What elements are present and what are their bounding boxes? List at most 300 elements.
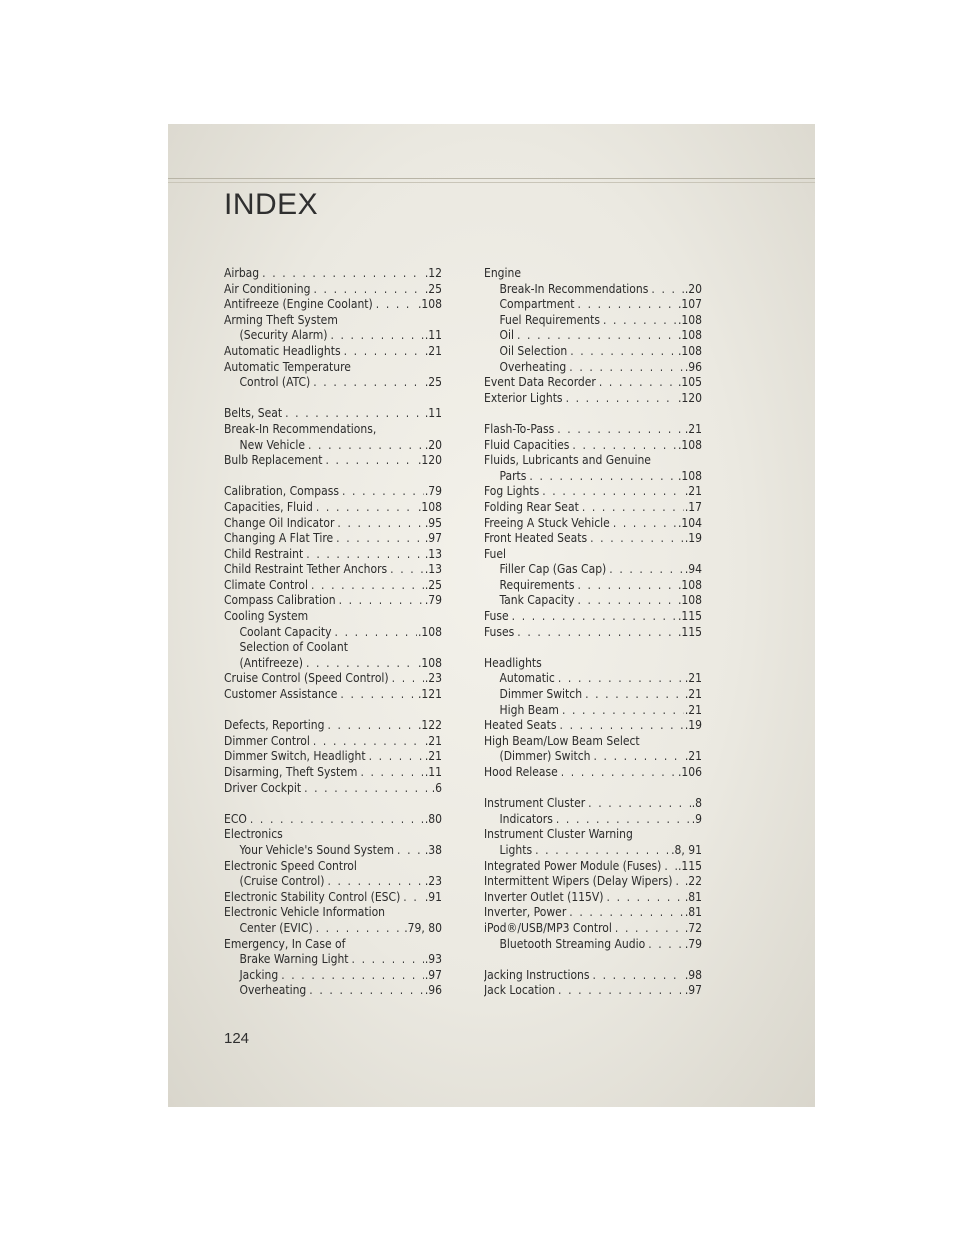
index-entry-term: Control (ATC) bbox=[239, 375, 311, 390]
header-rule-secondary bbox=[168, 182, 815, 183]
index-entry-page: .21 bbox=[684, 749, 702, 764]
dot-leader bbox=[392, 671, 424, 687]
index-entry-term: Change Oil Indicator bbox=[224, 515, 335, 530]
index-entry-term: (Antifreeze) bbox=[239, 655, 303, 670]
dot-leader bbox=[325, 453, 417, 469]
index-spacer bbox=[224, 796, 442, 812]
index-entry bbox=[484, 921, 702, 937]
index-entry-page: .104 bbox=[677, 515, 702, 530]
index-entry-page: .13 bbox=[424, 562, 442, 577]
dot-leader bbox=[376, 297, 417, 313]
index-entry bbox=[484, 625, 702, 641]
dot-leader bbox=[281, 968, 424, 984]
dot-leader bbox=[556, 812, 691, 828]
dot-leader bbox=[566, 391, 677, 407]
index-entry-page: .106 bbox=[677, 765, 702, 779]
index-entry-page: .115 bbox=[677, 858, 702, 873]
index-entry bbox=[484, 531, 702, 547]
index-entry-page: .20 bbox=[424, 437, 442, 452]
index-entry-term: Jacking bbox=[239, 967, 279, 982]
index-entry-page: .80 bbox=[424, 811, 442, 826]
index-entry bbox=[224, 781, 442, 797]
index-entry-term: Electronic Stability Control (ESC) bbox=[224, 889, 401, 904]
index-entry-term: Belts, Seat bbox=[224, 406, 283, 421]
index-entry-term: Lights bbox=[499, 842, 533, 857]
index-subentry bbox=[224, 438, 442, 454]
index-entry bbox=[224, 687, 442, 703]
index-entry-term: High Beam bbox=[499, 702, 559, 717]
dot-leader bbox=[577, 593, 677, 609]
dot-leader bbox=[339, 593, 424, 609]
dot-leader bbox=[309, 983, 424, 999]
index-entry-term: Air Conditioning bbox=[224, 281, 311, 296]
dot-leader bbox=[529, 469, 677, 485]
index-entry-term: Engine bbox=[484, 266, 522, 280]
index-entry-term: Parts bbox=[499, 468, 527, 483]
dot-leader bbox=[569, 360, 684, 376]
index-entry-page: .93 bbox=[424, 952, 442, 967]
index-entry-page: .96 bbox=[684, 359, 702, 374]
dot-leader bbox=[578, 297, 677, 313]
index-entry-term: Automatic Headlights bbox=[224, 343, 341, 358]
index-entry bbox=[224, 812, 442, 828]
index-entry-page: .8 bbox=[691, 796, 702, 811]
index-entry-term: Compass Calibration bbox=[224, 593, 336, 608]
index-entry bbox=[224, 905, 442, 921]
index-subentry bbox=[484, 313, 702, 329]
index-entry-page: .115 bbox=[677, 609, 702, 624]
index-entry-term: Your Vehicle's Sound System bbox=[239, 842, 395, 857]
index-entry-term: ECO bbox=[224, 811, 247, 826]
dot-leader bbox=[327, 874, 423, 890]
index-subentry bbox=[484, 687, 702, 703]
index-entry-page: .108 bbox=[417, 624, 442, 639]
dot-leader bbox=[593, 749, 683, 765]
index-subentry bbox=[484, 749, 702, 765]
index-entry-term: Compartment bbox=[499, 297, 575, 312]
dot-leader bbox=[352, 952, 424, 968]
index-entry-term: Filler Cap (Gas Cap) bbox=[499, 562, 607, 577]
dot-leader bbox=[599, 375, 677, 391]
index-spacer bbox=[484, 406, 702, 422]
dot-leader bbox=[313, 734, 424, 750]
index-entry-page: .11 bbox=[424, 765, 442, 779]
index-entry-page: .108 bbox=[677, 577, 702, 592]
index-entry-term: Emergency, In Case of bbox=[224, 936, 346, 951]
index-entry-term: Fog Lights bbox=[484, 484, 540, 499]
index-entry-page: .6 bbox=[431, 780, 442, 795]
dot-leader bbox=[562, 703, 684, 719]
index-entry bbox=[484, 516, 702, 532]
index-subentry bbox=[224, 968, 442, 984]
dot-leader bbox=[306, 656, 417, 672]
dot-leader bbox=[316, 921, 404, 937]
dot-leader bbox=[593, 968, 684, 984]
index-entry-term: Fuel Requirements bbox=[499, 312, 600, 327]
index-entry-term: Customer Assistance bbox=[224, 687, 338, 702]
index-entry-term: Coolant Capacity bbox=[239, 624, 332, 639]
index-entry-term: Defects, Reporting bbox=[224, 718, 325, 733]
dot-leader bbox=[675, 874, 683, 890]
index-entry-term: Electronic Vehicle Information bbox=[224, 905, 386, 920]
dot-leader bbox=[512, 609, 677, 625]
index-entry-page: .21 bbox=[684, 484, 702, 499]
index-entry-page: .20 bbox=[684, 281, 702, 296]
index-entry-term: Folding Rear Seat bbox=[484, 499, 579, 514]
index-entry-term: Brake Warning Light bbox=[239, 952, 349, 967]
index-entry bbox=[224, 297, 442, 313]
dot-leader bbox=[397, 843, 424, 859]
index-entry-term: Antifreeze (Engine Coolant) bbox=[224, 297, 373, 312]
index-entry bbox=[224, 453, 442, 469]
dot-leader bbox=[262, 266, 424, 282]
index-entry-term: Automatic bbox=[499, 671, 555, 686]
index-subentry bbox=[484, 812, 702, 828]
index-entry-page: .108 bbox=[677, 312, 702, 327]
index-subentry bbox=[484, 328, 702, 344]
index-entry bbox=[224, 313, 442, 329]
index-entry-term: Inverter, Power bbox=[484, 905, 567, 920]
dot-leader bbox=[304, 781, 431, 797]
dot-leader bbox=[558, 671, 684, 687]
index-entry-page: .108 bbox=[677, 328, 702, 343]
index-entry-term: Electronic Speed Control bbox=[224, 858, 357, 873]
index-entry-term: Heated Seats bbox=[484, 718, 557, 733]
index-entry-page: .94 bbox=[684, 562, 702, 577]
index-entry-page: .91 bbox=[424, 889, 442, 904]
index-entry-term: Selection of Coolant bbox=[239, 640, 348, 655]
index-entry bbox=[224, 344, 442, 360]
index-entry bbox=[484, 391, 702, 407]
index-entry bbox=[484, 796, 702, 812]
index-entry bbox=[484, 453, 702, 469]
dot-leader bbox=[542, 484, 684, 500]
index-entry-term: Integrated Power Module (Fuses) bbox=[484, 858, 662, 873]
index-entry-term: Capacities, Fluid bbox=[224, 499, 313, 514]
index-entry-term: Fuel bbox=[484, 546, 507, 561]
index-entry-page: .81 bbox=[684, 905, 702, 920]
index-subentry bbox=[224, 921, 442, 937]
index-column-right bbox=[484, 266, 702, 999]
index-entry-term: (Dimmer) Switch bbox=[499, 749, 591, 764]
index-entry-page: .21 bbox=[684, 421, 702, 436]
index-entry bbox=[224, 937, 442, 953]
dot-leader bbox=[609, 562, 684, 578]
index-entry-page: .108 bbox=[417, 297, 442, 312]
index-entry-term: Break-In Recommendations bbox=[499, 281, 649, 296]
index-entry-page: .108 bbox=[677, 437, 702, 452]
index-entry-page: .108 bbox=[677, 468, 702, 483]
index-entry-term: Fuse bbox=[484, 609, 509, 624]
index-entry-term: Jack Location bbox=[484, 983, 556, 998]
index-entry-term: Instrument Cluster bbox=[484, 796, 586, 811]
index-entry bbox=[224, 593, 442, 609]
index-column-left bbox=[224, 266, 442, 999]
index-entry bbox=[484, 438, 702, 454]
dot-leader bbox=[313, 375, 424, 391]
dot-leader bbox=[560, 718, 684, 734]
index-entry bbox=[224, 827, 442, 843]
index-subentry bbox=[224, 625, 442, 641]
index-entry-term: Fluids, Lubricants and Genuine bbox=[484, 453, 651, 468]
dot-leader bbox=[588, 796, 691, 812]
dot-leader bbox=[390, 562, 424, 578]
index-entry-page: .79 bbox=[424, 484, 442, 499]
index-subentry bbox=[224, 656, 442, 672]
index-entry-term: Overheating bbox=[499, 359, 567, 374]
index-entry-term: Tank Capacity bbox=[499, 593, 575, 608]
index-entry-term: Cooling System bbox=[224, 609, 309, 624]
page-number: 124 bbox=[224, 1030, 250, 1047]
index-entry-term: Disarming, Theft System bbox=[224, 765, 358, 779]
index-entry bbox=[224, 718, 442, 734]
index-entry-term: Child Restraint bbox=[224, 546, 304, 561]
index-entry bbox=[224, 422, 442, 438]
index-entry-term: Event Data Recorder bbox=[484, 375, 596, 390]
index-spacer bbox=[224, 469, 442, 485]
index-entry-page: .12 bbox=[424, 266, 442, 280]
index-entry-page: .13 bbox=[424, 546, 442, 561]
index-entry bbox=[224, 578, 442, 594]
index-entry-term: Overheating bbox=[239, 983, 307, 998]
index-subentry bbox=[484, 578, 702, 594]
dot-leader bbox=[342, 484, 424, 500]
index-entry-page: .8, 91 bbox=[671, 842, 702, 857]
index-entry-term: Instrument Cluster Warning bbox=[484, 827, 633, 842]
index-subentry bbox=[484, 843, 702, 859]
index-subentry bbox=[224, 874, 442, 890]
index-entry-term: Center (EVIC) bbox=[239, 920, 313, 935]
index-entry-term: Requirements bbox=[499, 577, 575, 592]
index-entry-page: .21 bbox=[684, 671, 702, 686]
dot-leader bbox=[285, 406, 424, 422]
index-entry-page: .21 bbox=[684, 687, 702, 702]
index-entry bbox=[484, 656, 702, 672]
dot-leader bbox=[337, 516, 423, 532]
index-subentry bbox=[224, 375, 442, 391]
index-entry-page: .97 bbox=[424, 967, 442, 982]
dot-leader bbox=[316, 500, 417, 516]
index-entry-term: Hood Release bbox=[484, 765, 558, 779]
dot-leader bbox=[335, 625, 417, 641]
index-entry-term: Arming Theft System bbox=[224, 312, 338, 327]
index-entry-term: iPod®/USB/MP3 Control bbox=[484, 920, 612, 935]
index-entry-page: .72 bbox=[684, 920, 702, 935]
index-entry-page: .19 bbox=[684, 531, 702, 546]
index-entry-page: .120 bbox=[417, 453, 442, 468]
index-entry-page: .23 bbox=[424, 874, 442, 889]
header-rule bbox=[168, 178, 815, 179]
index-entry-term: Calibration, Compass bbox=[224, 484, 339, 499]
dot-leader bbox=[572, 438, 677, 454]
index-subentry bbox=[484, 469, 702, 485]
index-subentry bbox=[484, 562, 702, 578]
dot-leader bbox=[569, 905, 684, 921]
index-entry-term: Indicators bbox=[499, 811, 553, 826]
index-entry bbox=[484, 718, 702, 734]
index-entry-page: .11 bbox=[424, 406, 442, 421]
index-subentry bbox=[484, 360, 702, 376]
index-entry-term: Airbag bbox=[224, 266, 260, 280]
index-entry-page: .79 bbox=[684, 936, 702, 951]
index-entry bbox=[224, 406, 442, 422]
dot-leader bbox=[613, 516, 677, 532]
index-entry bbox=[224, 484, 442, 500]
dot-leader bbox=[561, 765, 677, 781]
index-spacer bbox=[484, 640, 702, 656]
index-entry-term: Headlights bbox=[484, 655, 542, 670]
index-entry bbox=[224, 749, 442, 765]
dot-leader bbox=[340, 687, 417, 703]
index-entry bbox=[484, 500, 702, 516]
index-entry-page: .21 bbox=[424, 733, 442, 748]
index-subentry bbox=[484, 282, 702, 298]
index-entry bbox=[224, 734, 442, 750]
index-entry-term: Automatic Temperature bbox=[224, 359, 351, 374]
dot-leader bbox=[664, 859, 677, 875]
index-subentry bbox=[224, 983, 442, 999]
index-entry-page: .97 bbox=[424, 531, 442, 546]
dot-leader bbox=[585, 687, 684, 703]
index-spacer bbox=[484, 952, 702, 968]
dot-leader bbox=[517, 625, 677, 641]
dot-leader bbox=[336, 531, 424, 547]
index-entry-page: .96 bbox=[424, 983, 442, 998]
index-entry-term: Jacking Instructions bbox=[484, 967, 590, 982]
index-entry-term: Oil Selection bbox=[499, 343, 568, 358]
page-title: INDEX bbox=[224, 188, 319, 221]
index-entry-page: .25 bbox=[424, 281, 442, 296]
index-entry bbox=[484, 734, 702, 750]
index-entry-page: .95 bbox=[424, 515, 442, 530]
index-entry-page: .79 bbox=[424, 593, 442, 608]
index-entry-page: .38 bbox=[424, 842, 442, 857]
index-entry bbox=[224, 547, 442, 563]
index-subentry bbox=[484, 937, 702, 953]
index-entry-page: .25 bbox=[424, 375, 442, 390]
index-entry-page: .25 bbox=[424, 577, 442, 592]
dot-leader bbox=[535, 843, 670, 859]
index-entry bbox=[484, 859, 702, 875]
index-entry-term: Dimmer Switch bbox=[499, 687, 583, 702]
dot-leader bbox=[615, 921, 684, 937]
index-entry bbox=[484, 484, 702, 500]
index-entry-page: .98 bbox=[684, 967, 702, 982]
dot-leader bbox=[313, 282, 423, 298]
index-entry-term: Inverter Outlet (115V) bbox=[484, 889, 604, 904]
index-entry-page: .115 bbox=[677, 624, 702, 639]
index-spacer bbox=[484, 781, 702, 797]
index-entry-page: .108 bbox=[417, 655, 442, 670]
index-entry bbox=[224, 562, 442, 578]
index-entry bbox=[224, 531, 442, 547]
index-entry-page: .19 bbox=[684, 718, 702, 733]
index-subentry bbox=[224, 952, 442, 968]
index-entry bbox=[224, 859, 442, 875]
dot-leader bbox=[651, 282, 683, 298]
index-entry-page: .21 bbox=[684, 702, 702, 717]
index-entry bbox=[484, 547, 702, 563]
dot-leader bbox=[360, 765, 423, 781]
index-entry bbox=[484, 968, 702, 984]
index-spacer bbox=[224, 703, 442, 719]
dot-leader bbox=[311, 578, 424, 594]
dot-leader bbox=[308, 438, 424, 454]
dot-leader bbox=[330, 328, 423, 344]
index-subentry bbox=[224, 328, 442, 344]
index-entry-term: (Cruise Control) bbox=[239, 874, 325, 889]
index-entry-page: .22 bbox=[684, 874, 702, 889]
index-subentry bbox=[484, 593, 702, 609]
index-entry-term: Fuses bbox=[484, 624, 515, 639]
index-subentry bbox=[224, 843, 442, 859]
index-entry bbox=[484, 905, 702, 921]
dot-leader bbox=[250, 812, 424, 828]
index-entry-term: Front Heated Seats bbox=[484, 531, 588, 546]
index-entry-term: Freeing A Stuck Vehicle bbox=[484, 515, 610, 530]
index-entry-page: .121 bbox=[417, 687, 442, 702]
dot-leader bbox=[517, 328, 677, 344]
index-spacer bbox=[224, 391, 442, 407]
index-entry-term: Fluid Capacities bbox=[484, 437, 570, 452]
dot-leader bbox=[327, 718, 416, 734]
dot-leader bbox=[344, 344, 424, 360]
index-entry-term: Bluetooth Streaming Audio bbox=[499, 936, 646, 951]
index-subentry bbox=[484, 344, 702, 360]
index-entry bbox=[224, 360, 442, 376]
index-entry-page: .81 bbox=[684, 889, 702, 904]
index-entry-term: Cruise Control (Speed Control) bbox=[224, 671, 389, 686]
index-entry bbox=[224, 282, 442, 298]
dot-leader bbox=[603, 313, 677, 329]
index-entry bbox=[224, 266, 442, 282]
index-subentry bbox=[224, 640, 442, 656]
index-entry bbox=[484, 983, 702, 999]
dot-leader bbox=[648, 937, 684, 953]
index-entry-page: .108 bbox=[677, 593, 702, 608]
index-entry-page: .21 bbox=[424, 749, 442, 764]
index-entry-term: Bulb Replacement bbox=[224, 453, 323, 468]
index-entry bbox=[484, 422, 702, 438]
index-entry-term: Climate Control bbox=[224, 577, 308, 592]
dot-leader bbox=[306, 547, 424, 563]
dot-leader bbox=[557, 422, 684, 438]
dot-leader bbox=[570, 344, 677, 360]
index-entry-page: .23 bbox=[424, 671, 442, 686]
index-entry-page: .122 bbox=[417, 718, 442, 733]
index-entry-term: Changing A Flat Tire bbox=[224, 531, 334, 546]
index-entry bbox=[484, 874, 702, 890]
index-entry bbox=[484, 266, 702, 282]
dot-leader bbox=[582, 500, 684, 516]
manual-page bbox=[168, 124, 815, 1107]
index-entry-term: Intermittent Wipers (Delay Wipers) bbox=[484, 874, 673, 889]
index-entry-page: .11 bbox=[424, 328, 442, 343]
index-entry bbox=[224, 765, 442, 781]
index-entry-page: .105 bbox=[677, 375, 702, 390]
index-entry-term: Driver Cockpit bbox=[224, 780, 302, 795]
index-entry-page: .108 bbox=[417, 499, 442, 514]
index-entry-page: .79, 80 bbox=[404, 920, 442, 935]
index-entry-term: Child Restraint Tether Anchors bbox=[224, 562, 388, 577]
index-entry bbox=[484, 765, 702, 781]
index-entry-page: .107 bbox=[677, 297, 702, 312]
index-entry bbox=[484, 890, 702, 906]
index-entry-term: Exterior Lights bbox=[484, 390, 563, 405]
index-entry-term: Dimmer Switch, Headlight bbox=[224, 749, 366, 764]
dot-leader bbox=[577, 578, 676, 594]
index-entry bbox=[484, 609, 702, 625]
